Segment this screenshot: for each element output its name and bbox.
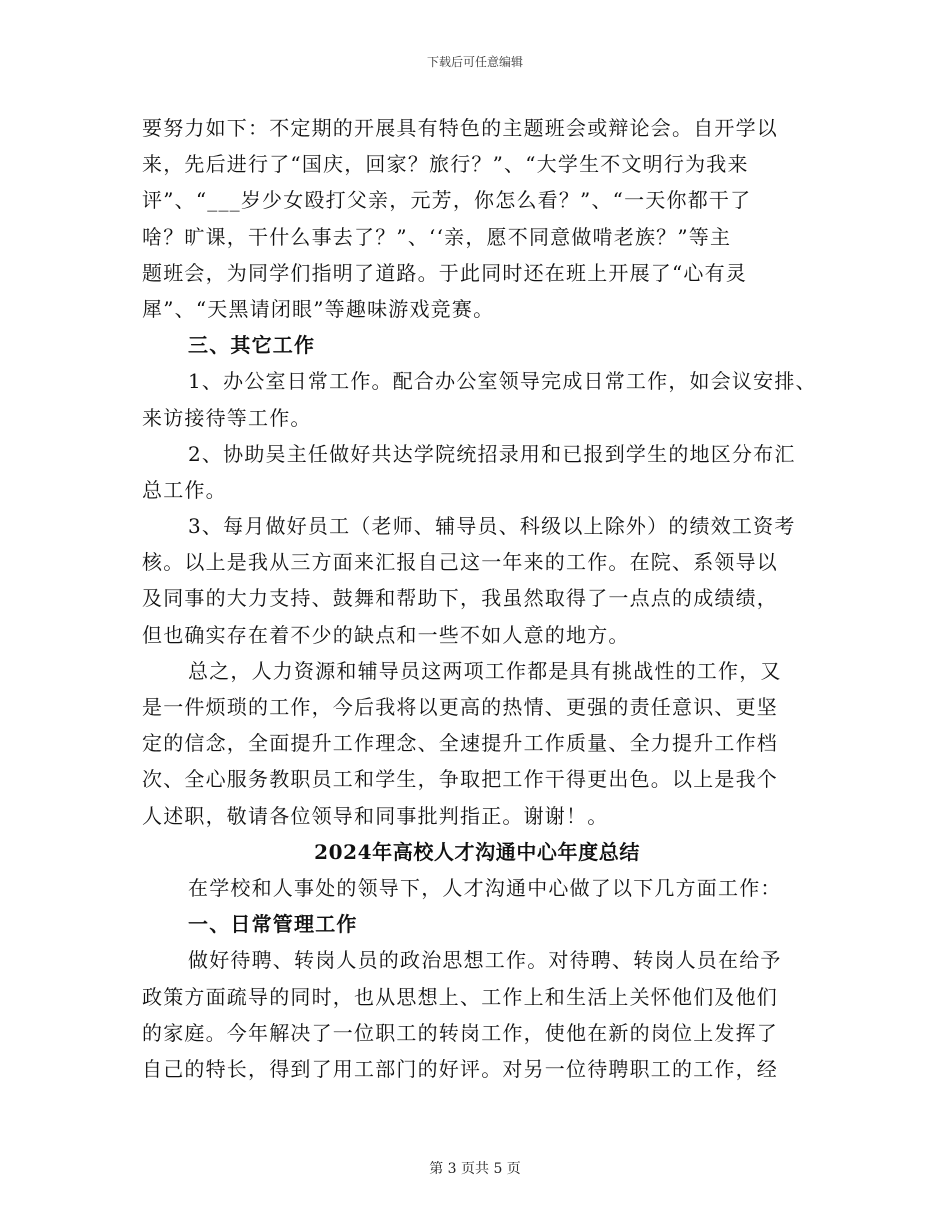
paragraph-line: 人述职，敬请各位领导和同事批判指正。谢谢！。 — [142, 803, 609, 828]
paragraph-line: 在学校和人事处的领导下，人才沟通中心做了以下几方面工作： — [188, 875, 782, 900]
paragraph-line: 做好待聘、转岗人员的政治思想工作。对待聘、转岗人员在给予 — [188, 948, 782, 973]
section-heading: 三、其它工作 — [188, 333, 316, 358]
paragraph-line: 评”、“___岁少女殴打父亲，元芳，你怎么看？”、“一天你都干了 — [142, 188, 752, 213]
paragraph-line: 啥？旷课，干什么事去了？”、‘‘亲，愿不同意做啃老族？”等主 — [142, 224, 732, 249]
document-body — [142, 110, 817, 1087]
paragraph-line: 定的信念，全面提升工作理念、全速提升工作质量、全力提升工作档 — [142, 731, 778, 756]
paragraph-line: 2、协助吴主任做好共达学院统招录用和已报到学生的地区分布汇 — [188, 441, 796, 466]
paragraph-line: 次、全心服务教职员工和学生，争取把工作干得更出色。以上是我个 — [142, 767, 778, 792]
page-header: 下载后可任意编辑 — [426, 55, 523, 69]
section-heading: 一、日常管理工作 — [188, 912, 358, 937]
paragraph-line: 政策方面疏导的同时，也从思想上、工作上和生活上关怀他们及他们 — [142, 984, 778, 1009]
paragraph-line: 核。以上是我从三方面来汇报自己这一年来的工作。在院、系领导以 — [142, 550, 778, 575]
paragraph-line: 总工作。 — [142, 477, 227, 502]
paragraph-line: 题班会，为同学们指明了道路。于此同时还在班上开展了“心有灵 — [142, 260, 748, 285]
paragraph-line: 总之，人力资源和辅导员这两项工作都是具有挑战性的工作，又 — [188, 658, 782, 683]
paragraph-line: 要努力如下：不定期的开展具有特色的主题班会或辩论会。自开学以 — [142, 116, 778, 140]
paragraph-line: 3、每月做好员工（老师、辅导员、科级以上除外）的绩效工资考 — [188, 514, 796, 539]
paragraph-line: 是一件烦琐的工作，今后我将以更高的热情、更强的责任意识、更坚 — [142, 695, 778, 719]
paragraph-line: 来，先后进行了“国庆，回家？旅行？”、“大学生不文明行为我来 — [142, 152, 749, 177]
paragraph-line: 来访接待等工作。 — [142, 405, 312, 430]
paragraph-line: 的家庭。今年解决了一位职工的转岗工作，使他在新的岗位上发挥了 — [142, 1020, 778, 1045]
paragraph-line: 自己的特长，得到了用工部门的好评。对另一位待聘职工的工作，经 — [142, 1056, 778, 1081]
paragraph-line: 1、办公室日常工作。配合办公室领导完成日常工作，如会议安排、 — [188, 369, 817, 394]
paragraph-line: 但也确实存在着不少的缺点和一些不如人意的地方。 — [142, 622, 630, 647]
paragraph-line: 犀”、“天黑请闭眼”等趣味游戏竞赛。 — [142, 296, 495, 321]
page-footer: 第 3 页共 5 页 — [429, 1161, 521, 1177]
paragraph-line: 及同事的大力支持、鼓舞和帮助下，我虽然取得了一点点的成绩绩， — [142, 586, 778, 611]
document-title: 2024年高校人才沟通中心年度总结 — [314, 839, 640, 864]
